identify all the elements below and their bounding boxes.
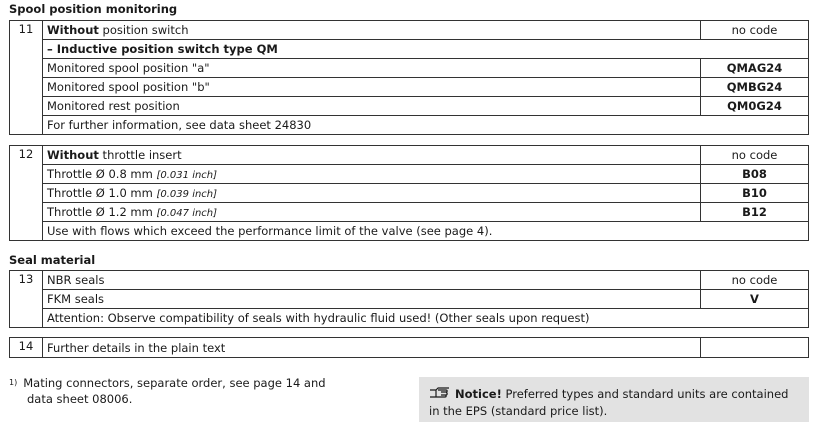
option-label: Throttle Ø 0.8 mm [0.031 inch] xyxy=(43,165,701,184)
table-seal-material xyxy=(9,270,809,328)
option-label: FKM seals xyxy=(43,290,701,309)
table-row xyxy=(10,116,809,135)
row-number: 11 xyxy=(10,21,43,135)
subheader-inductive-switch: – Inductive position switch type QM xyxy=(43,40,809,59)
pointing-hand-icon xyxy=(429,387,455,403)
option-code: B08 xyxy=(701,165,809,184)
option-label: NBR seals xyxy=(43,271,701,290)
option-code: QM0G24 xyxy=(701,97,809,116)
table-row xyxy=(10,165,809,184)
option-label: Throttle Ø 1.2 mm [0.047 inch] xyxy=(43,203,701,222)
option-label: Monitored rest position xyxy=(43,97,701,116)
table-row xyxy=(10,146,809,165)
table-row xyxy=(10,78,809,97)
table-throttle xyxy=(9,145,809,241)
option-label: Monitored spool position "b" xyxy=(43,78,701,97)
footnote-line-2: data sheet 08006. xyxy=(27,392,133,406)
footnote xyxy=(9,375,326,407)
footnote-marker: 1) xyxy=(9,378,18,387)
table-row xyxy=(10,309,809,328)
table-row xyxy=(10,290,809,309)
table-row xyxy=(10,97,809,116)
table-further-details xyxy=(9,337,809,358)
notice-line-1: Preferred types and standard units are contained xyxy=(501,387,789,401)
table-row xyxy=(10,203,809,222)
notice-box xyxy=(419,377,809,422)
table-row xyxy=(10,59,809,78)
section-title-seal-material: Seal material xyxy=(9,253,96,267)
option-code: QMBG24 xyxy=(701,78,809,97)
section-title-spool-monitoring: Spool position monitoring xyxy=(9,2,178,16)
option-label: Further details in the plain text xyxy=(43,338,701,358)
row-number: 13 xyxy=(10,271,43,328)
option-note: For further information, see data sheet 24830 xyxy=(43,116,809,135)
option-label: Monitored spool position "a" xyxy=(43,59,701,78)
option-note: Use with flows which exceed the performance limit of the valve (see page 4). xyxy=(43,222,809,241)
option-note: Attention: Observe compatibility of seals with hydraulic fluid used! (Other seals upon request) xyxy=(43,309,809,328)
notice-label: Notice! xyxy=(455,387,502,401)
table-row xyxy=(10,21,809,40)
option-code: B12 xyxy=(701,203,809,222)
table-row xyxy=(10,184,809,203)
option-label: Without position switch xyxy=(43,21,701,40)
table-row xyxy=(10,222,809,241)
option-code: QMAG24 xyxy=(701,59,809,78)
table-spool-position xyxy=(9,20,809,135)
table-row xyxy=(10,338,809,358)
option-label: Without throttle insert xyxy=(43,146,701,165)
option-code: no code xyxy=(701,146,809,165)
option-code xyxy=(701,338,809,358)
table-row xyxy=(10,271,809,290)
option-code: no code xyxy=(701,21,809,40)
notice-line-2: in the EPS (standard price list). xyxy=(429,403,608,418)
footnote-line-1: Mating connectors, separate order, see page 14 and xyxy=(23,376,326,390)
table-row xyxy=(10,40,809,59)
option-code: no code xyxy=(701,271,809,290)
row-number: 14 xyxy=(10,338,43,358)
row-number: 12 xyxy=(10,146,43,241)
option-label: Throttle Ø 1.0 mm [0.039 inch] xyxy=(43,184,701,203)
option-code: B10 xyxy=(701,184,809,203)
option-code: V xyxy=(701,290,809,309)
